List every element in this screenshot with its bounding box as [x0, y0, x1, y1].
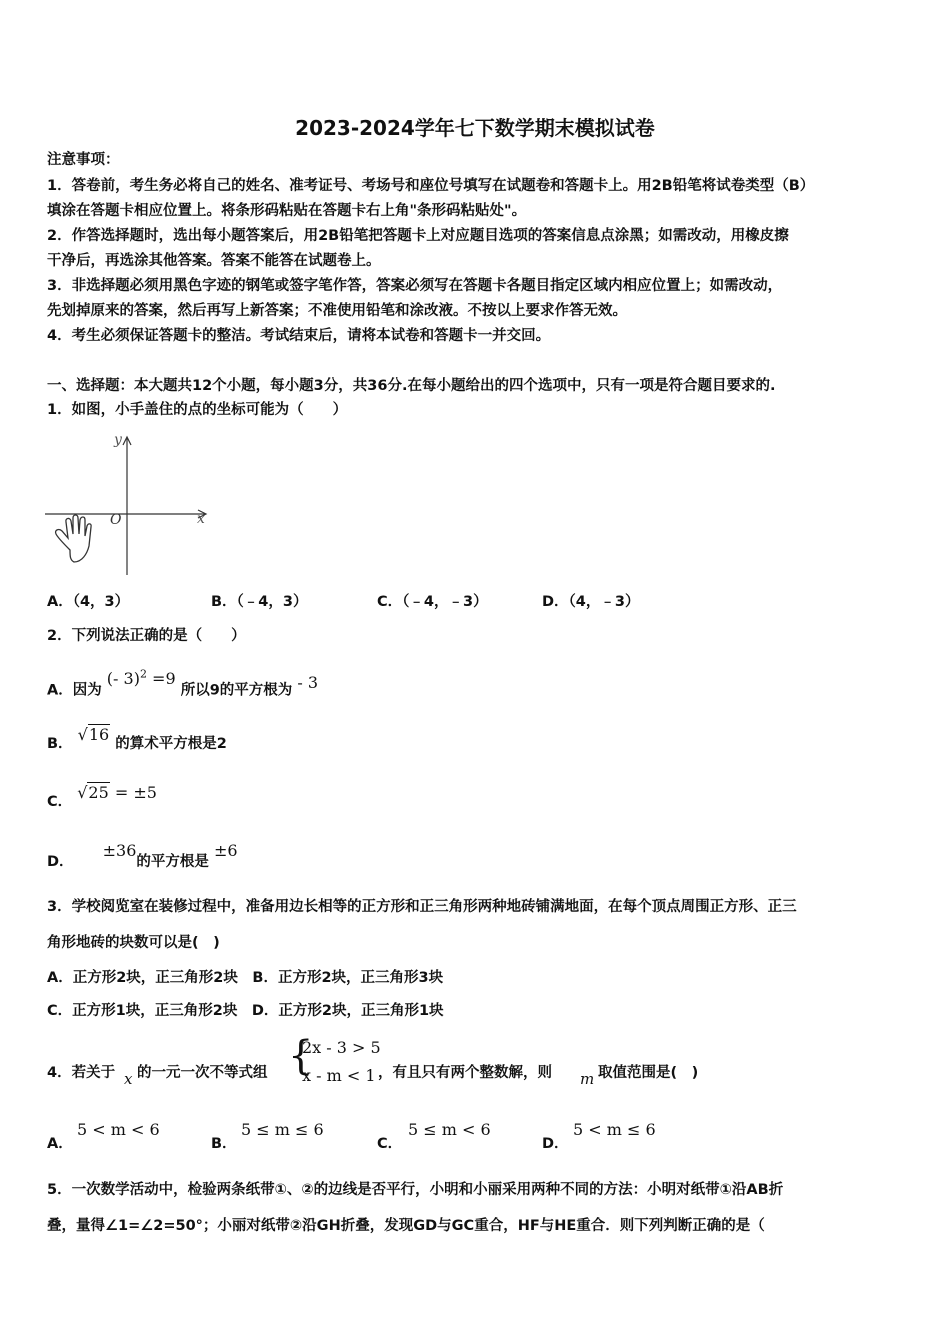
q2-b-post: 的算术平方根是2: [115, 736, 227, 752]
q2-c-post: = ±5: [114, 783, 157, 802]
q2-stem: 2．下列说法正确的是（ ）: [47, 628, 246, 644]
q5-line-2: 叠，量得∠1=∠2=50°；小丽对纸带②沿GH折叠，发现GD与GC重合，HF与HE重合．则下列判断正确的是（: [47, 1218, 765, 1234]
q4-system-brace: {: [288, 1033, 314, 1079]
q3-options-cd[interactable]: C．正方形1块，正三角形2块 D．正方形2块，正三角形1块: [47, 1003, 444, 1019]
coordinate-figure: [40, 430, 215, 580]
q4-option-d[interactable]: 5 < m ≤ 6: [573, 1120, 656, 1139]
q4-option-b-label[interactable]: B．: [211, 1136, 237, 1152]
notice-heading: 注意事项：: [47, 152, 120, 168]
page-title: 2023-2024学年七下数学期末模拟试卷: [295, 116, 655, 140]
q2-d-prefix: D．: [47, 854, 74, 870]
q2-a-value: - 3: [297, 673, 319, 693]
q4-option-d-label[interactable]: D．: [542, 1136, 569, 1152]
q2-a-exponent: 2: [139, 668, 147, 681]
q1-option-b[interactable]: B．（﹣4，3）: [211, 594, 308, 610]
q5-line-1: 5．一次数学活动中，检验两条纸带①、②的边线是否平行，小明和小丽采用两种不同的方法：小明对纸带①沿AB折: [47, 1182, 784, 1198]
notice-line-6: 先划掉原来的答案，然后再写上新答案；不准使用铅笔和涂改液。不按以上要求作答无效。: [47, 303, 627, 319]
notice-line-4: 干净后，再选涂其他答案。答案不能答在试题卷上。: [47, 253, 381, 269]
origin-label: O: [110, 512, 122, 528]
q2-option-c[interactable]: [47, 783, 157, 815]
q2-b-radicand: 16: [88, 725, 110, 744]
q4-option-a[interactable]: 5 < m < 6: [77, 1120, 160, 1139]
axis-x-label: x: [197, 511, 205, 527]
notice-line-2: 填涂在答题卡相应位置上。将条形码粘贴在答题卡右上角"条形码粘贴处"。: [47, 203, 527, 219]
q2-c-radical: √25 = ±5: [77, 783, 157, 802]
q4-option-a-label[interactable]: A．: [47, 1136, 73, 1152]
q2-c-prefix: C．: [47, 794, 73, 810]
q4-inequality-1: 2x - 3 > 5: [302, 1038, 381, 1057]
q2-a-middle: 所以9的平方根为: [180, 682, 293, 699]
q1-option-a[interactable]: A．（4，3）: [47, 594, 130, 610]
q2-a-math: [107, 669, 176, 688]
q4-post: ，有且只有两个整数解，则: [378, 1065, 552, 1081]
q3-line-1: 3．学校阅览室在装修过程中，准备用边长相等的正方形和正三角形两种地砖铺满地面，在每个顶点周围正方形、正三: [47, 899, 797, 915]
q2-a-base: (- 3): [106, 669, 140, 689]
q4-prefix: 4．若关于: [47, 1065, 116, 1081]
notice-line-5: 3．非选择题必须用黑色字迹的钢笔或签字笔作答，答案必须写在答题卡各题目指定区域内相应位置上；如需改动，: [47, 278, 783, 294]
q4-end: 取值范围是( ): [598, 1065, 699, 1081]
q2-d-middle: 的平方根是: [136, 854, 209, 870]
q2-d-math: ±36: [102, 841, 137, 860]
q2-option-b[interactable]: [47, 725, 227, 757]
q2-a-equals: =9: [152, 669, 176, 689]
q4-option-b[interactable]: 5 ≤ m ≤ 6: [241, 1120, 324, 1139]
q4-var-x: x: [124, 1070, 133, 1088]
section-heading: 一、选择题：本大题共12个小题，每小题3分，共36分.在每小题给出的四个选项中，只有一项是符合题目要求的.: [47, 378, 776, 394]
q2-a-prefix: A．因为: [47, 682, 102, 699]
q1-option-c[interactable]: C．（﹣4，﹣3）: [377, 594, 488, 610]
q2-b-prefix: B．: [47, 736, 73, 752]
q2-option-d[interactable]: [47, 841, 238, 875]
notice-line-3: 2．作答选择题时，选出每小题答案后，用2B铅笔把答题卡上对应题目选项的答案信息点涂黑；如需改动，用橡皮擦: [47, 228, 789, 244]
axis-y-label: y: [114, 432, 122, 448]
q4-middle: 的一元一次不等式组: [137, 1065, 268, 1081]
notice-line-7: 4．考生必须保证答题卡的整洁。考试结束后，请将本试卷和答题卡一并交回。: [47, 328, 551, 344]
q4-option-c-label[interactable]: C．: [377, 1136, 403, 1152]
q2-c-radicand: 25: [88, 783, 109, 802]
q2-d-value: ±6: [213, 841, 238, 860]
notice-line-1: 1．答卷前，考生务必将自己的姓名、准考证号、考场号和座位号填写在试题卷和答题卡上。用2B铅笔将试卷类型（B）: [47, 178, 815, 194]
q1-option-d[interactable]: D．（4，﹣3）: [542, 594, 640, 610]
q3-line-2: 角形地砖的块数可以是( ): [47, 935, 220, 951]
q2-option-a[interactable]: [47, 668, 319, 703]
q3-options-ab[interactable]: A．正方形2块，正三角形2块 B．正方形2块，正三角形3块: [47, 970, 444, 986]
hand-icon: [56, 515, 92, 562]
q4-inequality-2: x - m < 1: [302, 1066, 376, 1085]
q2-b-radical: √16: [77, 725, 110, 744]
q4-var-m: m: [580, 1070, 595, 1088]
q1-stem: 1．如图，小手盖住的点的坐标可能为（ ）: [47, 402, 348, 418]
q4-option-c[interactable]: 5 ≤ m < 6: [408, 1120, 491, 1139]
